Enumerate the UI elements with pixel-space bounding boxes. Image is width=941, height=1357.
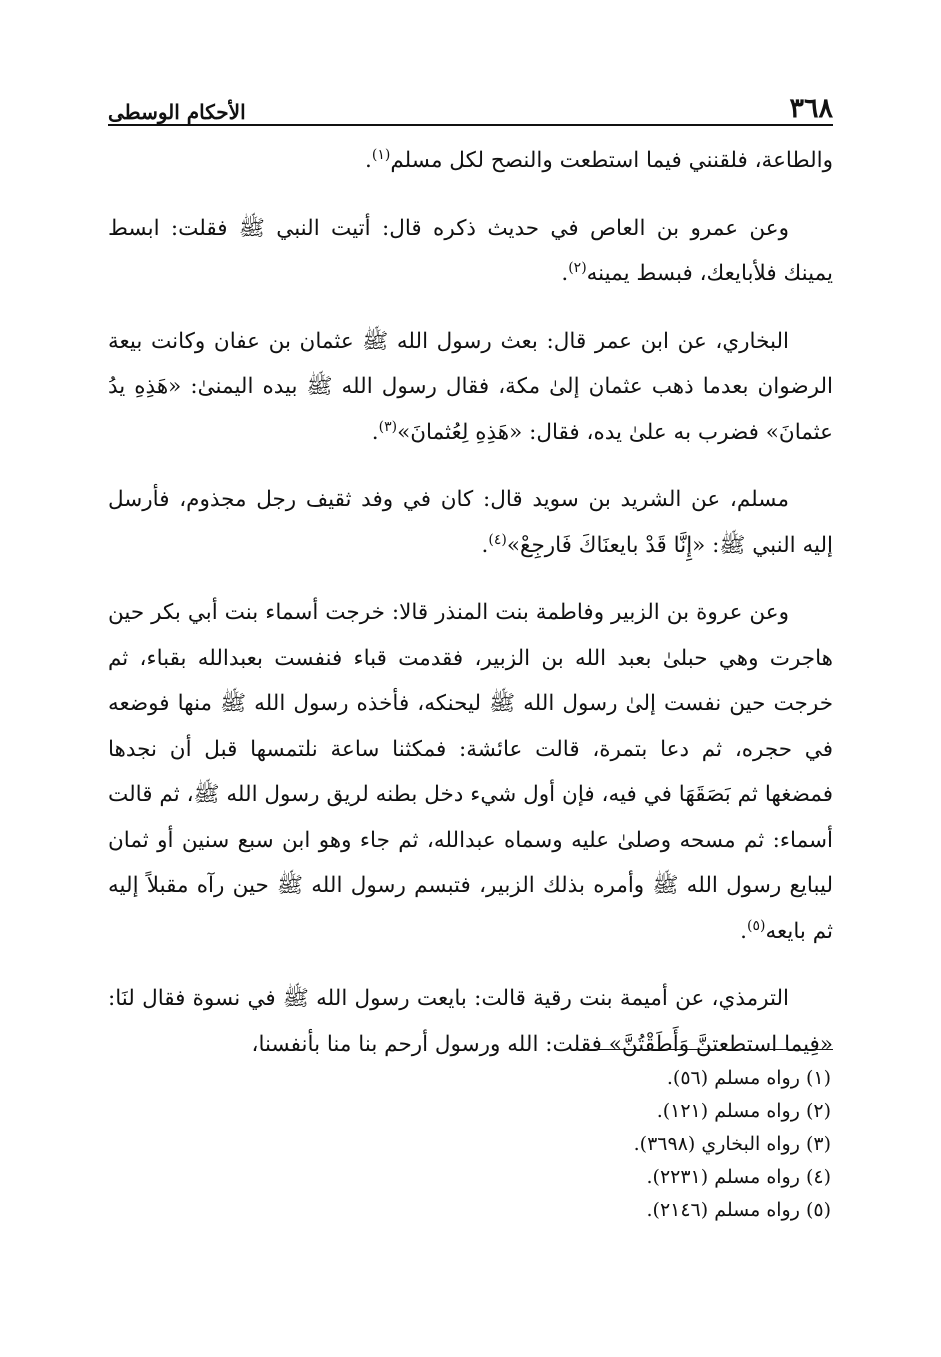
paragraph: والطاعة، فلقنني فيما استطعت والنصح لكل مسلم$^{(١)}$. [365,146,833,173]
paragraph: وعن عروة بن الزبير وفاطمة بنت المنذر قالا: خرجت أسماء بنت أبي بكر حين هاجرت وهي حبلىٰ بعبد الله بن الزبير، فقدمت قباء فنفست بعبدالله بقباء، ثم خرجت حين نفست إلىٰ رسول الله ﷺ ليحنكه، فأخذه رسول الله ﷺ منها فوضعه في حجره، ثم دعا بتمرة، قالت عائشة: فمكثنا ساعة نلتمسها قبل أن نجدها فمضغها ثم بَصَقَهَا في فيه، فإن أول شيء دخل بطنه لريق رسول الله ﷺ، ثم قالت أسماء: ثم مسحه وصلىٰ عليه وسماه عبدالله، ثم جاء وهو ابن سبع سنين أو ثمان ليبايع رسول الله ﷺ وأمره بذلك الزبير، فتبسم رسول الله ﷺ حين رآه مقبلاً إليه ثم بايعه$^{(٥)}$. [108,600,833,944]
page-header [108,84,833,126]
footnote: (٣) رواه البخاري (٣٦٩٨). [633,1133,831,1155]
footnote-ref: (١) [371,146,391,163]
main-text [108,138,833,1089]
footnote-ref: (٣) [378,418,398,435]
paragraph: الترمذي، عن أميمة بنت رقية قالت: بايعت رسول الله ﷺ في نسوة فقال لنَا: «فِيما استطعتنَّ وَأَطَقْتُنَّ» فقلت: الله ورسول أرحم بنا منا بأنفسنا، [108,986,833,1057]
footnote: (٥) رواه مسلم (٢١٤٦). [646,1199,831,1221]
footnote: (٤) رواه مسلم (٢٢٣١). [646,1166,831,1188]
footnote: (١) رواه مسلم (٥٦). [666,1067,831,1089]
paragraph: البخاري، عن ابن عمر قال: بعث رسول الله ﷺ عثمان بن عفان وكانت بيعة الرضوان بعدما ذهب عثمان إلىٰ مكة، فقال رسول الله ﷺ بيده اليمنىٰ: «هَذِهِ يدُ عثمانَ» فضرب به علىٰ يده، فقال: «هَذِهِ لِعُثمانَ»$^{(٣)}$. [108,328,833,445]
paragraph: وعن عمرو بن العاص في حديث ذكره قال: أتيت النبي ﷺ فقلت: ابسط يمينك فلأبايعك، فبسط يمينه$^{(٢)}$. [108,215,833,286]
page-number: ٣٦٨ [789,93,833,124]
footnotes [108,1062,833,1227]
footnote-ref: (٥) [746,917,766,934]
footnote-ref: (٤) [488,531,507,548]
footnote-ref: (٢) [568,259,587,276]
footnote: (٢) رواه مسلم (١٢١). [656,1100,831,1122]
footnote-divider [575,1049,833,1050]
paragraph: مسلم، عن الشريد بن سويد قال: كان في وفد ثقيف رجل مجذوم، فأرسل إليه النبي ﷺ: «إِنَّا قَدْ بايعنَاكَ فَارجِعْ»$^{(٤)}$. [108,487,833,558]
running-title: الأحكام الوسطى [108,100,246,124]
